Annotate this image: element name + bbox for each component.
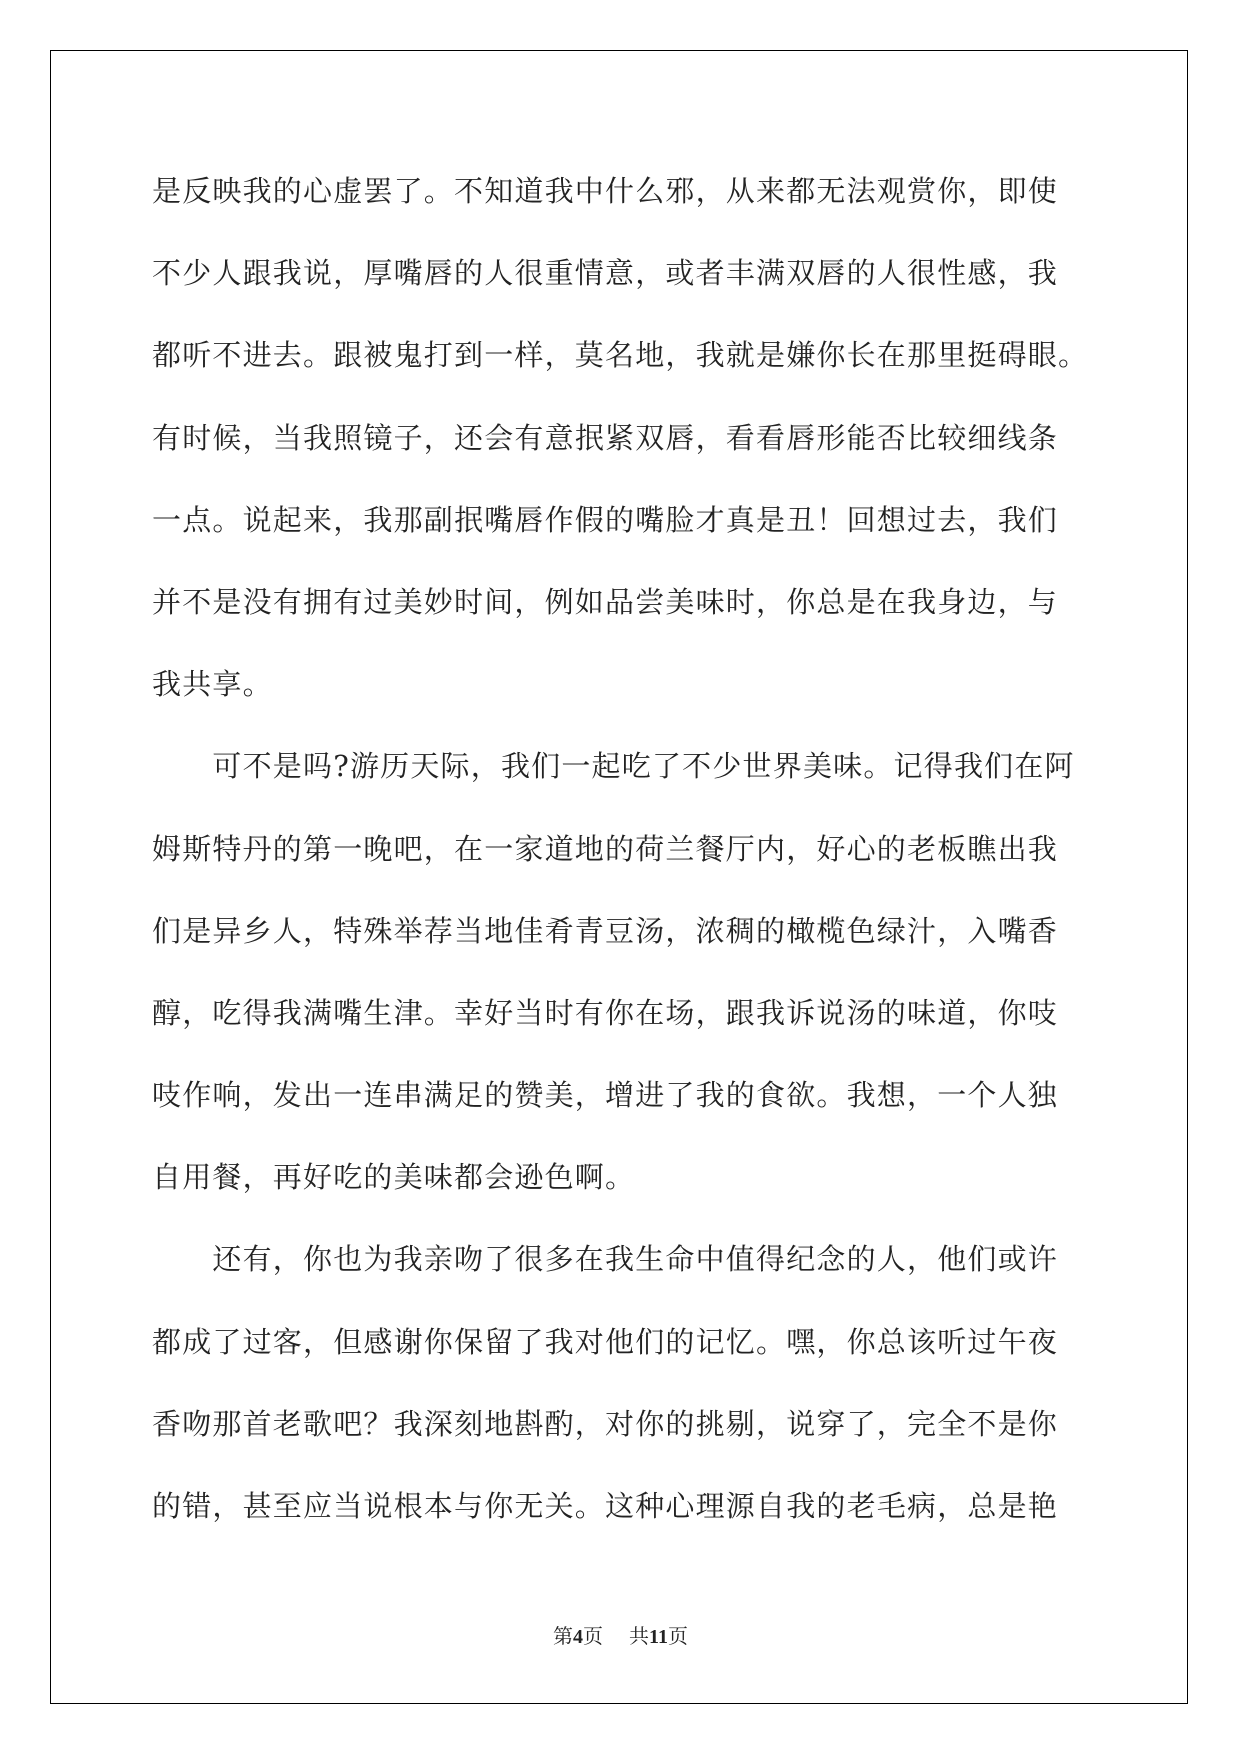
text-line: 姆斯特丹的第一晚吧，在一家道地的荷兰餐厅内，好心的老板瞧出我 xyxy=(152,831,1059,866)
page-prefix: 第 xyxy=(553,1624,574,1648)
total-pages: 11 xyxy=(649,1626,668,1648)
text-line: 吱作响，发出一连串满足的赞美，增进了我的食欲。我想，一个人独 xyxy=(152,1078,1059,1113)
text-line: 香吻那首老歌吧？我深刻地斟酌，对你的挑剔，说穿了，完全不是你 xyxy=(152,1406,1059,1441)
text-line: 自用餐，再好吃的美味都会逊色啊。 xyxy=(152,1160,636,1195)
text-line: 一点。说起来，我那副抿嘴唇作假的嘴脸才真是丑！回想过去，我们 xyxy=(152,502,1059,537)
document-body xyxy=(152,150,1092,1547)
page-number: 4 xyxy=(573,1626,584,1648)
text-line: 的错，甚至应当说根本与你无关。这种心理源自我的老毛病，总是艳 xyxy=(152,1489,1059,1523)
text-line: 还有，你也为我亲吻了很多在我生命中值得纪念的人，他们或许 xyxy=(152,1242,1059,1277)
text-line: 们是异乡人，特殊举荐当地佳肴青豆汤，浓稠的橄榄色绿汁，入嘴香 xyxy=(152,913,1059,948)
text-line: 都听不进去。跟被鬼打到一样，莫名地，我就是嫌你长在那里挺碍眼。 xyxy=(152,338,1089,373)
text-line: 醇，吃得我满嘴生津。幸好当时有你在场，跟我诉说汤的味道，你吱 xyxy=(152,995,1059,1030)
total-suffix: 页 xyxy=(667,1624,688,1648)
total-prefix: 共 xyxy=(629,1624,650,1648)
text-line: 是反映我的心虚罢了。不知道我中什么邪，从来都无法观赏你，即使 xyxy=(152,174,1059,208)
text-line: 不少人跟我说，厚嘴唇的人很重情意，或者丰满双唇的人很性感，我 xyxy=(152,256,1059,291)
text-line: 都成了过客，但感谢你保留了我对他们的记忆。嘿，你总该听过午夜 xyxy=(152,1324,1059,1359)
text-line: 有时候，当我照镜子，还会有意抿紧双唇，看看唇形能否比较细线条 xyxy=(152,420,1059,455)
page-footer xyxy=(0,1620,1241,1649)
page-suffix: 页 xyxy=(583,1624,604,1648)
text-line: 可不是吗?游历天际，我们一起吃了不少世界美味。记得我们在阿 xyxy=(152,749,1075,784)
text-line: 我共享。 xyxy=(152,667,273,702)
text-line: 并不是没有拥有过美妙时间，例如品尝美味时，你总是在我身边，与 xyxy=(152,584,1059,619)
